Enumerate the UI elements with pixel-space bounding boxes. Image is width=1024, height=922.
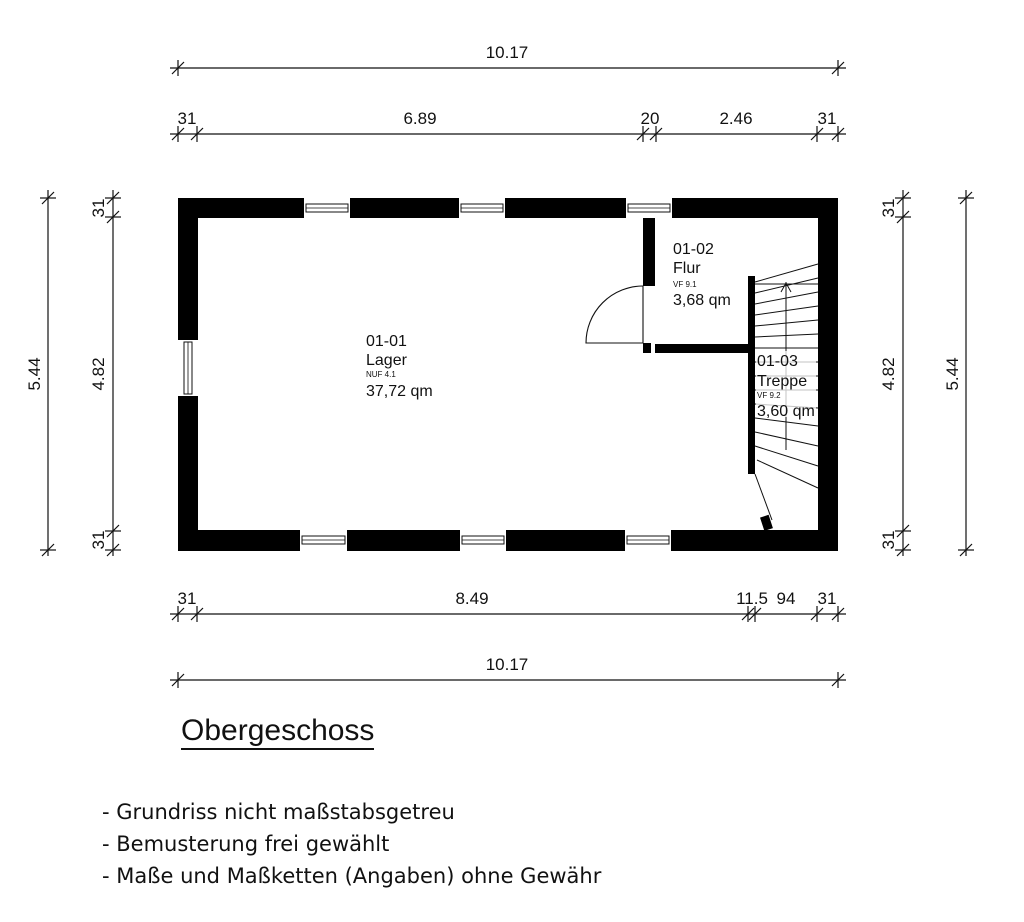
- room-flur: [673, 241, 731, 309]
- dim-left-inner: 4.82: [89, 357, 108, 391]
- dim-top-lager-width: 6.89: [403, 109, 437, 128]
- room-treppe-area: 3,60 qm: [757, 403, 815, 420]
- dim-top-flur-width: 2.46: [719, 109, 753, 128]
- dim-top-inner-wall: 20: [640, 109, 660, 128]
- note-item: - Grundriss nicht maßstabsgetreu: [102, 800, 455, 824]
- dim-bottom-wall-right: 31: [817, 589, 837, 608]
- dim-right-wall-top: 31: [879, 198, 898, 218]
- room-treppe: [756, 351, 816, 420]
- dim-bottom-wall-left: 31: [177, 589, 197, 608]
- dim-top-wall-left: 31: [177, 109, 197, 128]
- dim-right-wall-bottom: 31: [879, 530, 898, 550]
- door-flur: [586, 286, 643, 343]
- room-treppe-id: 01-03: [757, 353, 798, 370]
- note-item: - Maße und Maßketten (Angaben) ohne Gewähr: [102, 864, 602, 888]
- dim-left-wall-bottom: 31: [89, 530, 108, 550]
- room-flur-code: VF 9.1: [673, 280, 697, 289]
- window-top-3: [626, 198, 672, 218]
- window-top-2: [459, 198, 505, 218]
- disclaimer-notes: [102, 796, 601, 892]
- room-lager-area: 37,72 qm: [366, 383, 433, 400]
- room-lager-name: Lager: [366, 352, 407, 369]
- room-lager: [366, 333, 433, 400]
- windows: [178, 198, 672, 551]
- dim-bottom-inner-wall: 11.5: [736, 589, 768, 608]
- dim-top-wall-right: 31: [817, 109, 837, 128]
- dim-bottom-treppe-width: 94: [776, 589, 796, 608]
- note-item: - Bemusterung frei gewählt: [102, 832, 390, 856]
- window-bottom-2: [460, 530, 506, 551]
- room-lager-id: 01-01: [366, 333, 407, 350]
- room-treppe-code: VF 9.2: [757, 391, 781, 400]
- window-left: [178, 340, 198, 396]
- dim-bottom-total: 10.17: [485, 655, 529, 674]
- room-flur-area: 3,68 qm: [673, 292, 731, 309]
- dim-bottom-lager-width: 8.49: [455, 589, 489, 608]
- room-flur-name: Flur: [673, 260, 701, 277]
- window-bottom-1: [300, 530, 347, 551]
- window-bottom-3: [625, 530, 671, 551]
- dim-right-outer: 5.44: [943, 357, 962, 391]
- dim-left-wall-top: 31: [89, 198, 108, 218]
- dim-left-outer: 5.44: [25, 357, 44, 391]
- room-treppe-name: Treppe: [757, 373, 808, 390]
- window-top-1: [304, 198, 350, 218]
- dim-top-total: 10.17: [485, 43, 529, 62]
- room-flur-id: 01-02: [673, 241, 714, 258]
- walls: [178, 198, 838, 551]
- room-lager-code: NUF 4.1: [366, 370, 396, 379]
- floor-title: Obergeschoss: [181, 714, 374, 750]
- dim-right-inner: 4.82: [879, 357, 898, 391]
